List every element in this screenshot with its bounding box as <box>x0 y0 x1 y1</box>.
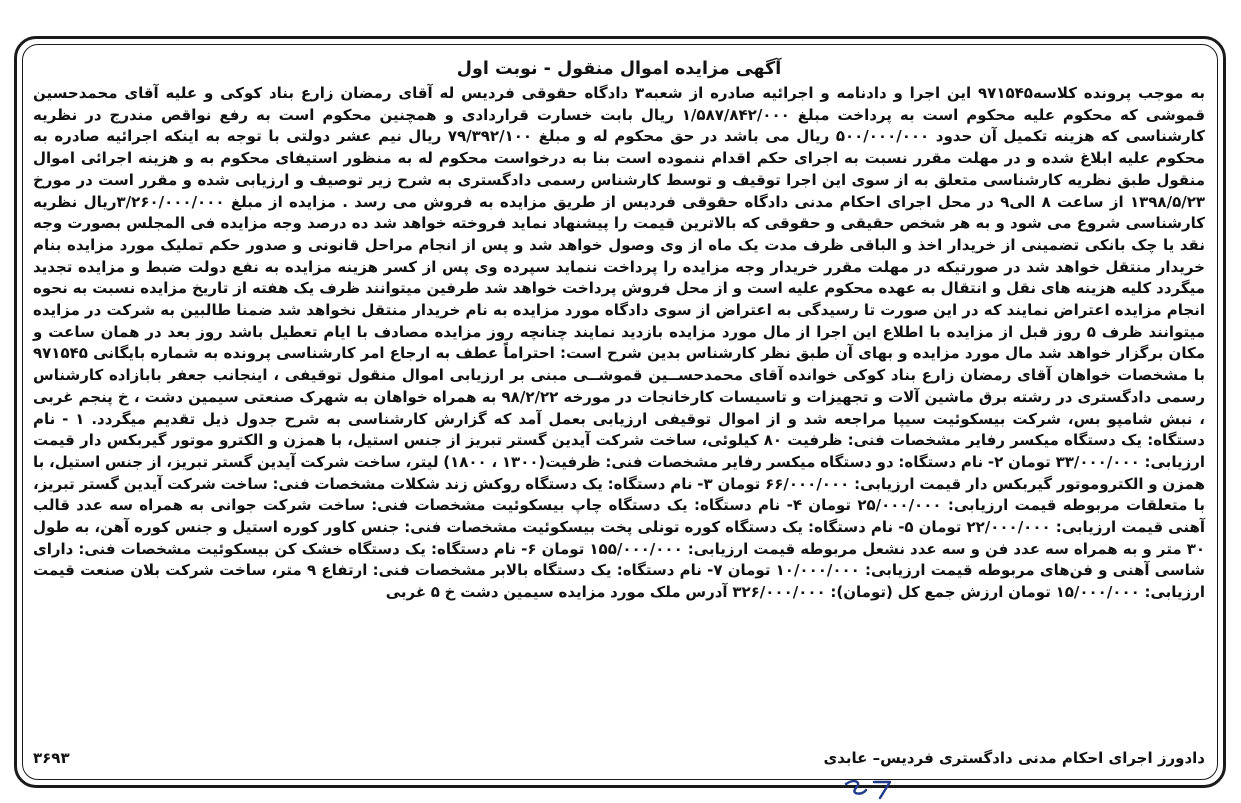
top-margin <box>0 0 1241 30</box>
bottom-cut-edge <box>0 789 1241 803</box>
notice-title: آگهی مزایده اموال منقول - نوبت اول <box>456 59 782 79</box>
notice-frame <box>14 36 1226 788</box>
notice-footer <box>33 747 1205 769</box>
notice-body: به موجب پرونده کلاسه۹۷۱۵۴۵ این اجرا و دادنامه و اجرائیه صادره از شعبه۳ دادگاه حقوقی فردیس له آقای رمضان زارع بناد کوکی و علیه آقای محمدحسین قموشی که محکوم علیه محکوم است به پرداخت مبلغ ۱/۵۸۷/۸۴۲/۰۰۰ ریال بابت خسارت قراردادی و همچنین محکوم است به رفع نواقص مندرج در نظریه کارشناسی که هزینه تکمیل آن حدود ۵۰۰/۰۰۰/۰۰۰ ریال می باشد در حق محکوم له و مبلغ ۷۹/۳۹۲/۱۰۰ ریال نیم عشر دولتی با توجه به اینکه اجرائیه صادره به محکوم علیه ابلاغ شده و در مهلت مقرر نسبت به اجرای حکم اقدام ننموده است بنا به درخواست محکوم له به منظور استیفای محکوم به و هزینه اجرائی اموال منقول طبق نظریه کارشناسی متعلق به از سوی این اجرا توقیف و توسط کارشناس رسمی دادگستری به شرح زیر توصیف و ارزیابی شده و مقرر است در مورخ ۱۳۹۸/۵/۲۳ از ساعت ۸ الی۹ در محل اجرای احکام مدنی دادگاه حقوقی فردیس از طریق مزایده به فروش می رسد . مزایده از مبلغ ۳/۲۶۰/۰۰۰/۰۰۰ریال نظریه کارشناسی شروع می شود و به هر شخص حقیقی و حقوقی که بالاترین قیمت را پیشنهاد نماید فروخته خواهد شد ده درصد وجه مزایده فی المجلس بصورت وجه نقد یا چک بانکی تضمینی از خریدار اخذ و الباقی ظرف مدت یک ماه از وی وصول خواهد شد و پس از انجام مراحل قانونی و صدور حکم تملیک مورد مزایده بنام خریدار منتقل خواهد شد در صورتیکه در مهلت مقرر خریدار وجه مزایده را پرداخت ننماید سپرده وی پس از کسر هزینه مزایده به نفع دولت ضبط و مزایده تجدید میگردد کلیه هزینه های نقل و انتقال به عهده محکوم علیه است و از محل فروش پرداخت خواهد شد طرفین میتوانند ظرف یک هفته از تاریخ مزایده نسبت به نحوه انجام مزایده اعتراض نمایند که در این صورت تا رسیدگی به اعتراض از سوی دادگاه مورد مزایده به نام خریدار منتقل نخواهد شد ضمنا طالبین به شرکت در مزایده میتوانند ظرف ۵ روز قبل از مزایده با اطلاع این اجرا از مال مورد مزایده بازدید نمایند چنانچه روز مزایده مصادف با ایام تعطیل باشد روز بعد در همان ساعت و مکان برگزار خواهد شد مال مورد مزایده و بهای آن طبق نظر کارشناس بدین شرح است: احتراماً عطف به ارجاع امر کارشناسی پرونده به شماره بایگانی ۹۷۱۵۴۵ با مشخصات خواهان آقای رمضان زارع بناد کوکی خوانده آقای محمدحســین قموشــی مبنی بر ارزیابی اموال منقول توقیفی ، اینجانب جعفر بابازاده کارشناس رسمی دادگستری در رشته برق ماشین آلات و تجهیزات و تاسیسات کارخانجات در مورخه ۹۸/۲/۲۲ به همراه خواهان به شهرک صنعتی سیمین دشت ، خ پنجم غربی ، نبش شامپو بس، شرکت بیسکوئیت سیپا مراجعه شد و از اموال توقیفی ارزیابی بعمل آمد که گزارش کارشناسی به شرح جدول ذیل تقدیم میگردد. ۱ - نام دستگاه: یک دستگاه میکسر رفایر مشخصات فنی: ظرفیت ۸۰ کیلوئی، ساخت شرکت آیدین گستر تبریز از جنس استیل، با همزن و الکترو موتور گیربکس دار قیمت ارزیابی: ۳۳/۰۰۰/۰۰۰ تومان ۲- نام دستگاه: دو دستگاه میکسر رفایر مشخصات فنی: ظرفیت(۱۳۰۰ ، ۱۸۰۰) لیتر، ساخت شرکت آیدین گستر تبریز، از جنس استیل، با همزن و الکتروموتور گیربکس دار قیمت ارزیابی: ۶۶/۰۰۰/۰۰۰ تومان ۳- نام دستگاه: یک دستگاه روکش زند شکلات مشخصات فنی: ساخت شرکت آیدین گستر تبریز، با متعلقات مربوطه قیمت ارزیابی: ۲۵/۰۰۰/۰۰۰ تومان ۴- نام دستگاه: یک دستگاه چاپ بیسکوئیت مشخصات فنی: ساخت شرکت جوانی به همراه سه عدد قالب آهنی قیمت ارزیابی: ۲۲/۰۰۰/۰۰۰ تومان ۵- نام دستگاه: یک دستگاه کوره تونلی پخت بیسکوئیت مشخصات فنی: جنس کاور کوره استیل و جنس کوره آهن، به طول ۳۰ متر و به همراه سه عدد فن و سه عدد نشعل مربوطه قیمت ارزیابی: ۱۵۵/۰۰۰/۰۰۰ تومان ۶- نام دستگاه: یک دستگاه خشک کن بیسکوئیت مشخصات فنی: دارای شاسی آهنی و فن‌های مربوطه قیمت ارزیابی: ۱۰/۰۰۰/۰۰۰ تومان ۷- نام دستگاه: یک دستگاه بالابر مشخصات فنی: ارتفاع ۹ متر، ساخت شرکت بلان صنعت قیمت ارزیابی: ۱۵/۰۰۰/۰۰۰ تومان ارزش جمع کل (تومان): ۳۲۶/۰۰۰/۰۰۰ آدرس ملک مورد مزایده سیمین دشت خ ۵ غربی <box>33 84 1206 602</box>
notice-content <box>33 57 1205 769</box>
notice-ref-code: ۳۶۹۳ <box>33 749 70 767</box>
notice-issuer: دادورز اجرای احکام مدنی دادگستری فردیس– عابدی <box>823 749 1205 767</box>
